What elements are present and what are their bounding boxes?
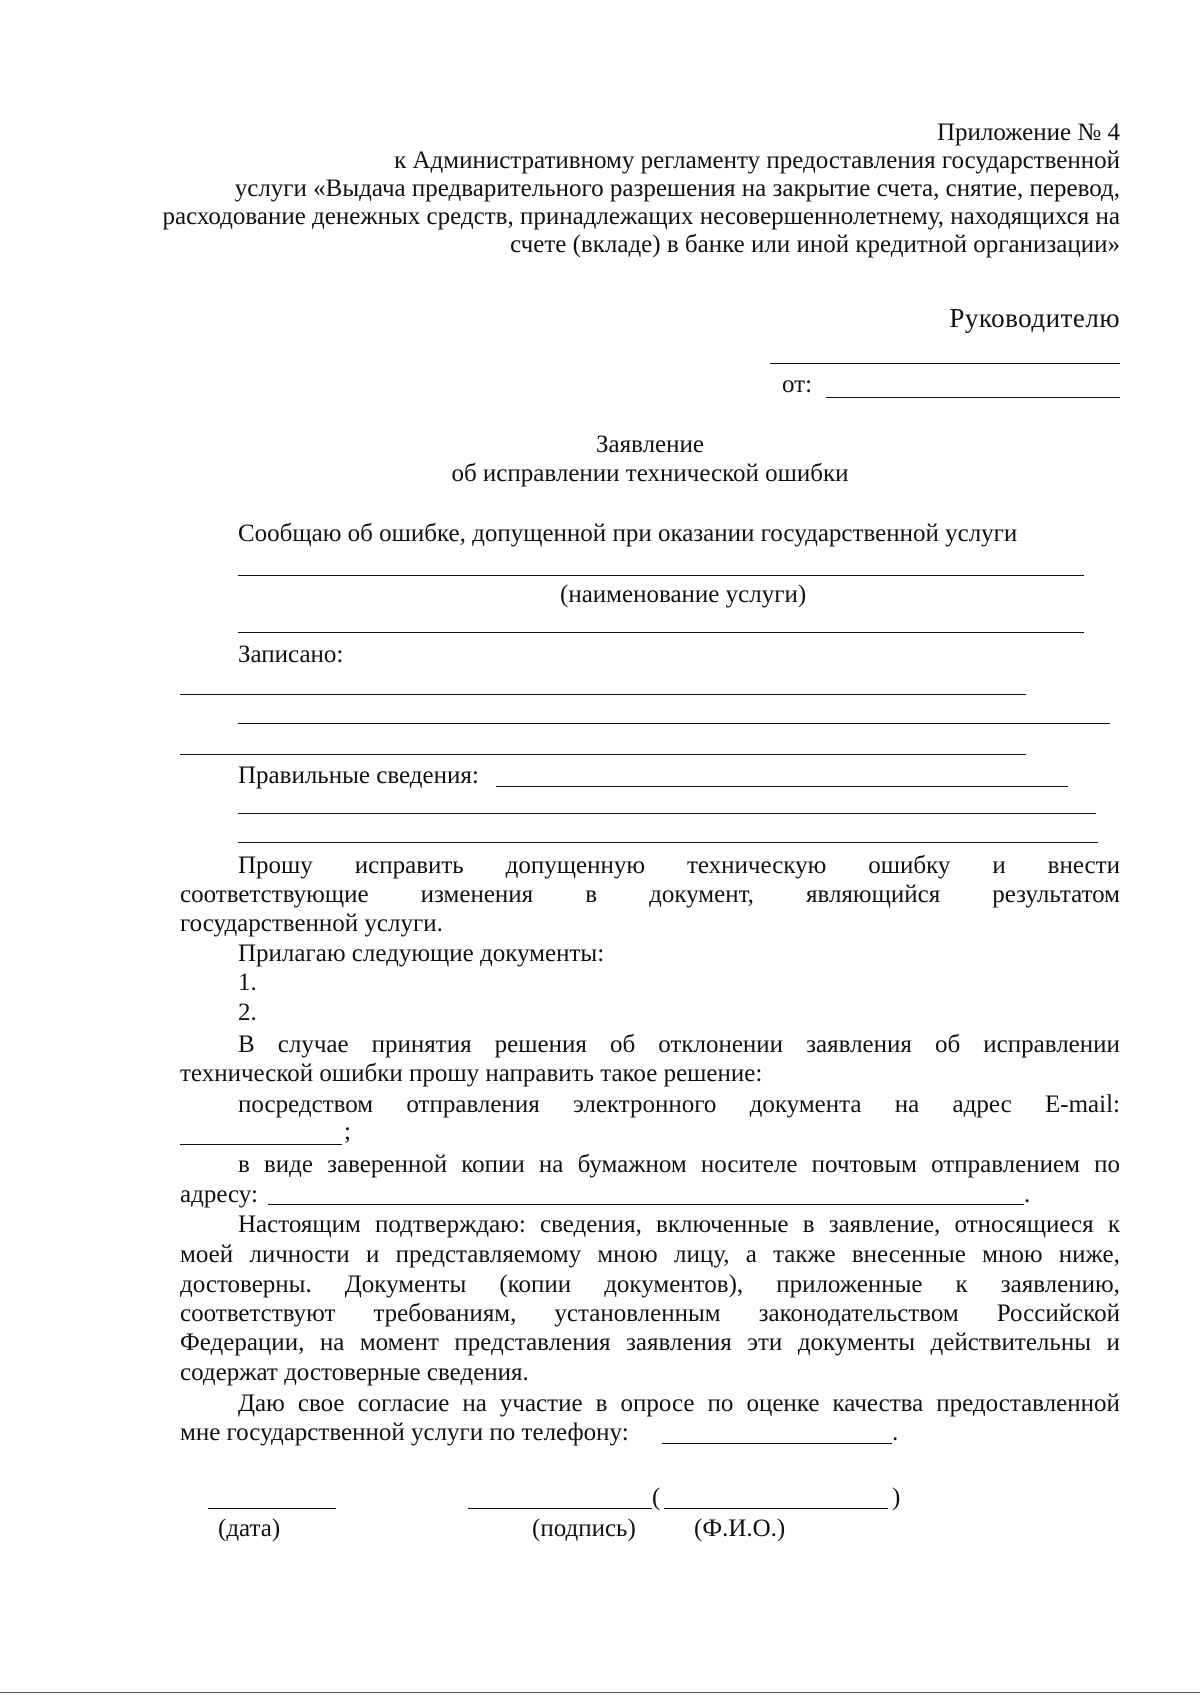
- from-label: от:: [782, 371, 813, 398]
- name-close-paren: ): [892, 1484, 901, 1511]
- document-subtitle: об исправлении технической ошибки: [451, 460, 849, 487]
- consent-end: .: [892, 1419, 899, 1446]
- document-title: Заявление: [595, 431, 705, 458]
- header-line-2: услуги «Выдача предварительного разрешения на закрытие счета, снятие, перевод,: [234, 175, 1120, 202]
- from-name-line[interactable]: [826, 397, 1120, 398]
- correct-info-line-2[interactable]: [238, 813, 1096, 814]
- signature-caption: (подпись): [532, 1515, 636, 1542]
- addressee-title: Руководителю: [949, 303, 1120, 333]
- request-line-1: Прошу исправить допущенную техническую ошибку и внести: [238, 852, 1120, 879]
- name-caption: (Ф.И.О.): [694, 1515, 786, 1542]
- consent-line-2: мне государственной услуги по телефону:: [180, 1419, 629, 1446]
- correct-info-line-1[interactable]: [496, 786, 1068, 787]
- phone-field-line[interactable]: [662, 1443, 892, 1444]
- attachment-item-1: 1.: [238, 969, 257, 996]
- recorded-label: Записано:: [238, 641, 344, 668]
- correct-info-label: Правильные сведения:: [238, 762, 479, 789]
- address-end: .: [1024, 1181, 1031, 1208]
- scan-bottom-edge: [0, 1692, 1200, 1693]
- name-field-line[interactable]: [664, 1508, 888, 1509]
- paper-option-line: в виде заверенной копии на бумажном носителе почтовым отправлением по: [238, 1151, 1120, 1178]
- request-line-2: соответствующие изменения в документ, являющийся результатом: [180, 881, 1120, 908]
- recorded-line-3[interactable]: [180, 754, 1026, 755]
- recorded-line-2[interactable]: [238, 723, 1110, 724]
- correct-info-line-3[interactable]: [238, 842, 1098, 843]
- service-name-line-2[interactable]: [238, 632, 1084, 633]
- email-end: ;: [344, 1118, 351, 1145]
- date-field-line[interactable]: [208, 1508, 336, 1509]
- name-open-paren: (: [652, 1484, 661, 1511]
- address-label: адресу:: [180, 1181, 258, 1208]
- signature-field-line[interactable]: [468, 1508, 652, 1509]
- email-option-line: посредством отправления электронного документа на адрес E-mail:: [238, 1091, 1120, 1118]
- attachment-item-2: 2.: [238, 999, 257, 1026]
- header-line-1: к Административному регламенту предоставления государственной: [394, 147, 1120, 174]
- consent-line-1: Даю свое согласие на участие в опросе по оценке качества предоставленной: [238, 1390, 1120, 1417]
- date-caption: (дата): [218, 1515, 281, 1542]
- rejection-line-2: технической ошибки прошу направить такое решение:: [180, 1060, 763, 1087]
- appendix-number: Приложение № 4: [936, 119, 1120, 146]
- confirmation-line-3: достоверны. Документы (копии документов), приложенные к заявлению,: [180, 1271, 1120, 1298]
- header-line-3: расходование денежных средств, принадлежащих несовершеннолетнему, находящихся на: [162, 203, 1120, 230]
- request-line-3: государственной услуги.: [180, 910, 443, 937]
- address-field-line[interactable]: [268, 1204, 1024, 1205]
- confirmation-line-6: содержат достоверные сведения.: [180, 1359, 529, 1386]
- addressee-name-line[interactable]: [770, 363, 1120, 364]
- service-name-line[interactable]: [238, 575, 1084, 576]
- recorded-line-1[interactable]: [180, 694, 1026, 695]
- service-name-caption: (наименование услуги): [560, 581, 807, 608]
- report-intro: Сообщаю об ошибке, допущенной при оказании государственной услуги: [238, 520, 1018, 547]
- email-field-line[interactable]: [180, 1144, 342, 1145]
- confirmation-line-2: моей личности и представляемому мною лицу, а также внесенные мною ниже,: [180, 1241, 1120, 1268]
- header-line-4: счете (вкладе) в банке или иной кредитной организации»: [510, 231, 1120, 258]
- confirmation-line-1: Настоящим подтверждаю: сведения, включенные в заявление, относящиеся к: [238, 1211, 1120, 1238]
- confirmation-line-4: соответствуют требованиям, установленным законодательством Российской: [180, 1300, 1120, 1327]
- rejection-line-1: В случае принятия решения об отклонении заявления об исправлении: [238, 1031, 1120, 1058]
- attachments-label: Прилагаю следующие документы:: [238, 940, 605, 967]
- confirmation-line-5: Федерации, на момент представления заявления эти документы действительны и: [180, 1329, 1120, 1356]
